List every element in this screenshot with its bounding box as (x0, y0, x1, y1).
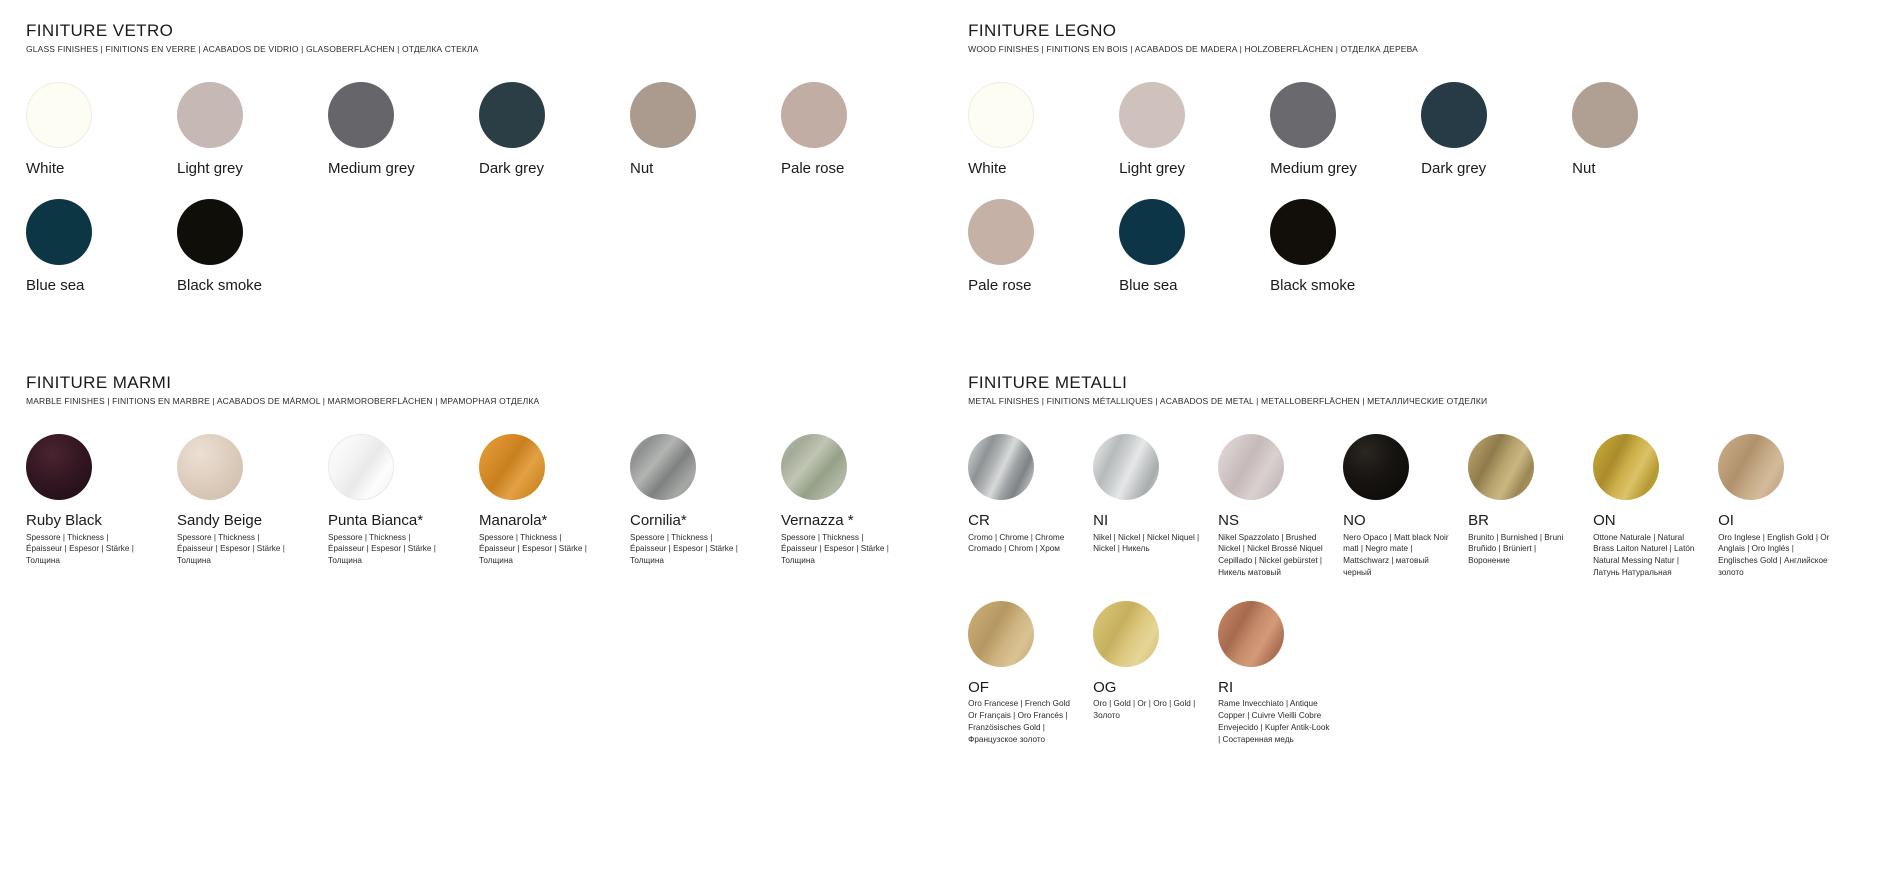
swatch-dot-wrap (1218, 434, 1343, 504)
swatch-item[interactable] (26, 199, 177, 294)
swatch-label: Medium grey (1270, 159, 1357, 177)
swatch-label: Pale rose (968, 277, 1032, 295)
swatch-label: Nut (1572, 159, 1596, 177)
swatch-label: Sandy Beige (177, 512, 263, 530)
swatch-label: Pale rose (781, 159, 845, 177)
swatch-dot-wrap (1119, 82, 1270, 152)
metal-swatch-grid (968, 434, 1859, 768)
color-dot-icon (968, 82, 1034, 148)
swatch-label: Dark grey (1421, 159, 1487, 177)
swatch-item[interactable] (328, 82, 479, 177)
color-dot-icon (177, 199, 243, 265)
swatch-code: BR (1468, 512, 1489, 530)
swatch-dot-wrap (968, 199, 1119, 269)
swatch-thickness-note: Spessore | Thickness | Épaisseur | Espesor | Stärke | Толщина (328, 532, 436, 566)
color-dot-icon (1572, 82, 1638, 148)
metal-section-title: FINITURE METALLI (968, 373, 1128, 393)
swatch-code: RI (1218, 679, 1234, 697)
swatch-dot-wrap (1468, 434, 1593, 504)
metal-dot-icon (1093, 601, 1159, 667)
swatch-item[interactable] (630, 434, 781, 567)
metal-dot-icon (968, 434, 1034, 500)
swatch-description: Nikel | Nickel | Nickel Niquel | Nickel | Никель (1093, 532, 1200, 554)
swatch-thickness-note: Spessore | Thickness | Épaisseur | Espesor | Stärke | Толщина (479, 532, 587, 566)
swatch-dot-wrap (1593, 434, 1718, 504)
glass-section-title: FINITURE VETRO (26, 21, 174, 40)
swatch-item[interactable] (1718, 434, 1843, 579)
swatch-label: Dark grey (479, 159, 545, 177)
swatch-dot-wrap (1119, 199, 1270, 269)
swatch-item[interactable] (968, 199, 1119, 294)
swatch-dot-wrap (1572, 82, 1723, 152)
swatch-label: Medium grey (328, 159, 415, 177)
swatch-code: NI (1093, 512, 1109, 530)
color-dot-icon (1119, 82, 1185, 148)
swatch-description: Cromo | Chrome | Chrome Cromado | Chrom | Хром (968, 532, 1065, 554)
swatch-dot-wrap (26, 82, 177, 152)
swatch-code: OI (1718, 512, 1734, 530)
metal-dot-icon (1468, 434, 1534, 500)
swatch-description: Nero Opaco | Matt black Noir matl | Negro mate | Mattschwarz | матовый черный (1343, 532, 1449, 578)
swatch-dot-wrap (177, 199, 328, 269)
color-dot-icon (1270, 82, 1336, 148)
swatch-item[interactable] (968, 434, 1093, 579)
swatch-dot-wrap (630, 82, 781, 152)
swatch-item[interactable] (328, 434, 479, 567)
swatch-dot-wrap (1093, 601, 1218, 671)
swatch-description: Brunito | Burnished | Bruni Bruñido | Brüniert | Воронение (1468, 532, 1564, 566)
metal-dot-icon (1218, 601, 1284, 667)
swatch-label: Blue sea (1119, 277, 1178, 295)
metal-dot-icon (1218, 434, 1284, 500)
swatch-dot-wrap (968, 434, 1093, 504)
color-dot-icon (26, 199, 92, 265)
swatch-label: Cornilia* (630, 512, 687, 530)
metal-dot-icon (1343, 434, 1409, 500)
swatch-label: Blue sea (26, 277, 85, 295)
swatch-item[interactable] (1093, 434, 1218, 579)
section-wood-finishes (942, 22, 1859, 316)
swatch-label: Ruby Black (26, 512, 102, 530)
swatch-description: Ottone Naturale | Natural Brass Laiton Naturel | Latón Natural Messing Natur | Латунь Натуральная (1593, 532, 1695, 578)
color-dot-icon (968, 199, 1034, 265)
section-glass-finishes (26, 22, 942, 316)
swatch-label: White (26, 159, 65, 177)
swatch-item[interactable] (177, 199, 328, 294)
color-dot-icon (26, 82, 92, 148)
marble-dot-icon (630, 434, 696, 500)
swatch-dot-wrap (1270, 82, 1421, 152)
swatch-thickness-note: Spessore | Thickness | Épaisseur | Espesor | Stärke | Толщина (26, 532, 134, 566)
swatch-item[interactable] (26, 82, 177, 177)
section-metal-finishes (942, 374, 1859, 768)
swatch-dot-wrap (177, 434, 328, 504)
metal-section-subtitle: METAL FINISHES | FINITIONS MÉTALLIQUES | ACABADOS DE METAL | METALLOBERFLÄCHEN | МЕТАЛЛИЧЕСКИЕ ОТДЕЛКИ (968, 396, 1488, 407)
section-marble-finishes (26, 374, 942, 768)
swatch-item[interactable] (1572, 82, 1723, 177)
wood-section-title: FINITURE LEGNO (968, 21, 1117, 40)
swatch-item[interactable] (1270, 82, 1421, 177)
color-dot-icon (630, 82, 696, 148)
swatch-thickness-note: Spessore | Thickness | Épaisseur | Espesor | Stärke | Толщина (781, 532, 889, 566)
swatch-label: Punta Bianca* (328, 512, 424, 530)
top-columns (26, 22, 1859, 316)
swatch-item[interactable] (1119, 199, 1270, 294)
swatch-description: Nikel Spazzolato | Brushed Nickel | Nickel Brossé Niquel Cepillado | Nickel gebürstet | Никель матовый (1218, 532, 1323, 578)
swatch-description: Oro | Gold | Or | Oro | Gold | Золото (1093, 699, 1196, 721)
swatch-dot-wrap (328, 82, 479, 152)
swatch-label: Nut (630, 159, 654, 177)
swatch-description: Oro Francese | French Gold Or Français | Oro Francés | Französisches Gold | Французское золото (968, 699, 1070, 744)
color-dot-icon (177, 82, 243, 148)
swatch-code: OF (968, 679, 989, 697)
color-dot-icon (328, 82, 394, 148)
swatch-label: Light grey (177, 159, 243, 177)
swatch-dot-wrap (479, 82, 630, 152)
swatch-description: Rame Invecchiato | Antique Copper | Cuivre Vieilli Cobre Envejecido | Kupfer Antik-Look | Состаренная медь (1218, 699, 1330, 744)
metal-dot-icon (1718, 434, 1784, 500)
swatch-item[interactable] (177, 434, 328, 567)
marble-dot-icon (328, 434, 394, 500)
swatch-item[interactable] (1218, 601, 1343, 746)
color-dot-icon (1421, 82, 1487, 148)
marble-section-subtitle: MARBLE FINISHES | FINITIONS EN MARBRE | ACABADOS DE MÁRMOL | MARMOROBERFLÄCHEN | МРАМОРНАЯ ОТДЕЛКА (26, 396, 540, 407)
swatch-code: NS (1218, 512, 1239, 530)
swatch-dot-wrap (630, 434, 781, 504)
marble-dot-icon (177, 434, 243, 500)
swatch-dot-wrap (26, 199, 177, 269)
marble-swatch-grid (26, 434, 942, 589)
glass-swatch-grid (26, 82, 942, 317)
wood-section-subtitle: WOOD FINISHES | FINITIONS EN BOIS | ACABADOS DE MADERA | HOLZOBERFLÄCHEN | ОТДЕЛКА ДЕРЕВА (968, 43, 1418, 54)
metal-dot-icon (1593, 434, 1659, 500)
swatch-item[interactable] (1093, 601, 1218, 746)
color-dot-icon (479, 82, 545, 148)
swatch-dot-wrap (1421, 82, 1572, 152)
swatch-dot-wrap (968, 82, 1119, 152)
bottom-columns (26, 374, 1859, 768)
swatch-item[interactable] (1270, 199, 1421, 294)
swatch-item[interactable] (630, 82, 781, 177)
swatch-item[interactable] (1421, 82, 1572, 177)
swatch-code: CR (968, 512, 990, 530)
metal-dot-icon (968, 601, 1034, 667)
swatch-item[interactable] (781, 82, 932, 177)
color-dot-icon (1270, 199, 1336, 265)
swatch-dot-wrap (328, 434, 479, 504)
color-dot-icon (781, 82, 847, 148)
glass-section-subtitle: GLASS FINISHES | FINITIONS EN VERRE | ACABADOS DE VIDRIO | GLASOBERFLÄCHEN | ОТДЕЛКА СТЕКЛА (26, 43, 479, 54)
swatch-label: Black smoke (177, 277, 263, 295)
swatch-dot-wrap (479, 434, 630, 504)
swatch-dot-wrap (781, 82, 932, 152)
wood-swatch-grid (968, 82, 1859, 317)
section-divider-space (26, 316, 1859, 374)
swatch-code: OG (1093, 679, 1117, 697)
swatch-item[interactable] (781, 434, 932, 567)
swatch-dot-wrap (1718, 434, 1843, 504)
swatch-item[interactable] (1593, 434, 1718, 579)
marble-section-title: FINITURE MARMI (26, 373, 172, 393)
color-dot-icon (1119, 199, 1185, 265)
swatch-item[interactable] (1343, 434, 1468, 579)
swatch-description: Oro Inglese | English Gold | Or Anglais | Oro Inglés | Englisches Gold | Английское золото (1718, 532, 1830, 578)
swatch-dot-wrap (177, 82, 328, 152)
swatch-label: Manarola* (479, 512, 548, 530)
swatch-dot-wrap (1270, 199, 1421, 269)
swatch-item[interactable] (479, 82, 630, 177)
swatch-label: Vernazza * (781, 512, 854, 530)
swatch-dot-wrap (1343, 434, 1468, 504)
swatch-label: Light grey (1119, 159, 1186, 177)
swatch-item[interactable] (1468, 434, 1593, 579)
swatch-dot-wrap (26, 434, 177, 504)
swatch-item[interactable] (1119, 82, 1270, 177)
swatch-dot-wrap (781, 434, 932, 504)
swatch-item[interactable] (177, 82, 328, 177)
swatch-item[interactable] (968, 82, 1119, 177)
swatch-code: NO (1343, 512, 1366, 530)
swatch-dot-wrap (1218, 601, 1343, 671)
swatch-thickness-note: Spessore | Thickness | Épaisseur | Espesor | Stärke | Толщина (630, 532, 738, 566)
swatch-label: White (968, 159, 1007, 177)
swatch-dot-wrap (968, 601, 1093, 671)
metal-dot-icon (1093, 434, 1159, 500)
swatch-thickness-note: Spessore | Thickness | Épaisseur | Espesor | Stärke | Толщина (177, 532, 285, 566)
marble-dot-icon (26, 434, 92, 500)
swatch-item[interactable] (968, 601, 1093, 746)
swatch-label: Black smoke (1270, 277, 1356, 295)
swatch-item[interactable] (1218, 434, 1343, 579)
marble-dot-icon (781, 434, 847, 500)
marble-dot-icon (479, 434, 545, 500)
swatch-item[interactable] (479, 434, 630, 567)
swatch-dot-wrap (1093, 434, 1218, 504)
swatch-item[interactable] (26, 434, 177, 567)
swatch-code: ON (1593, 512, 1616, 530)
